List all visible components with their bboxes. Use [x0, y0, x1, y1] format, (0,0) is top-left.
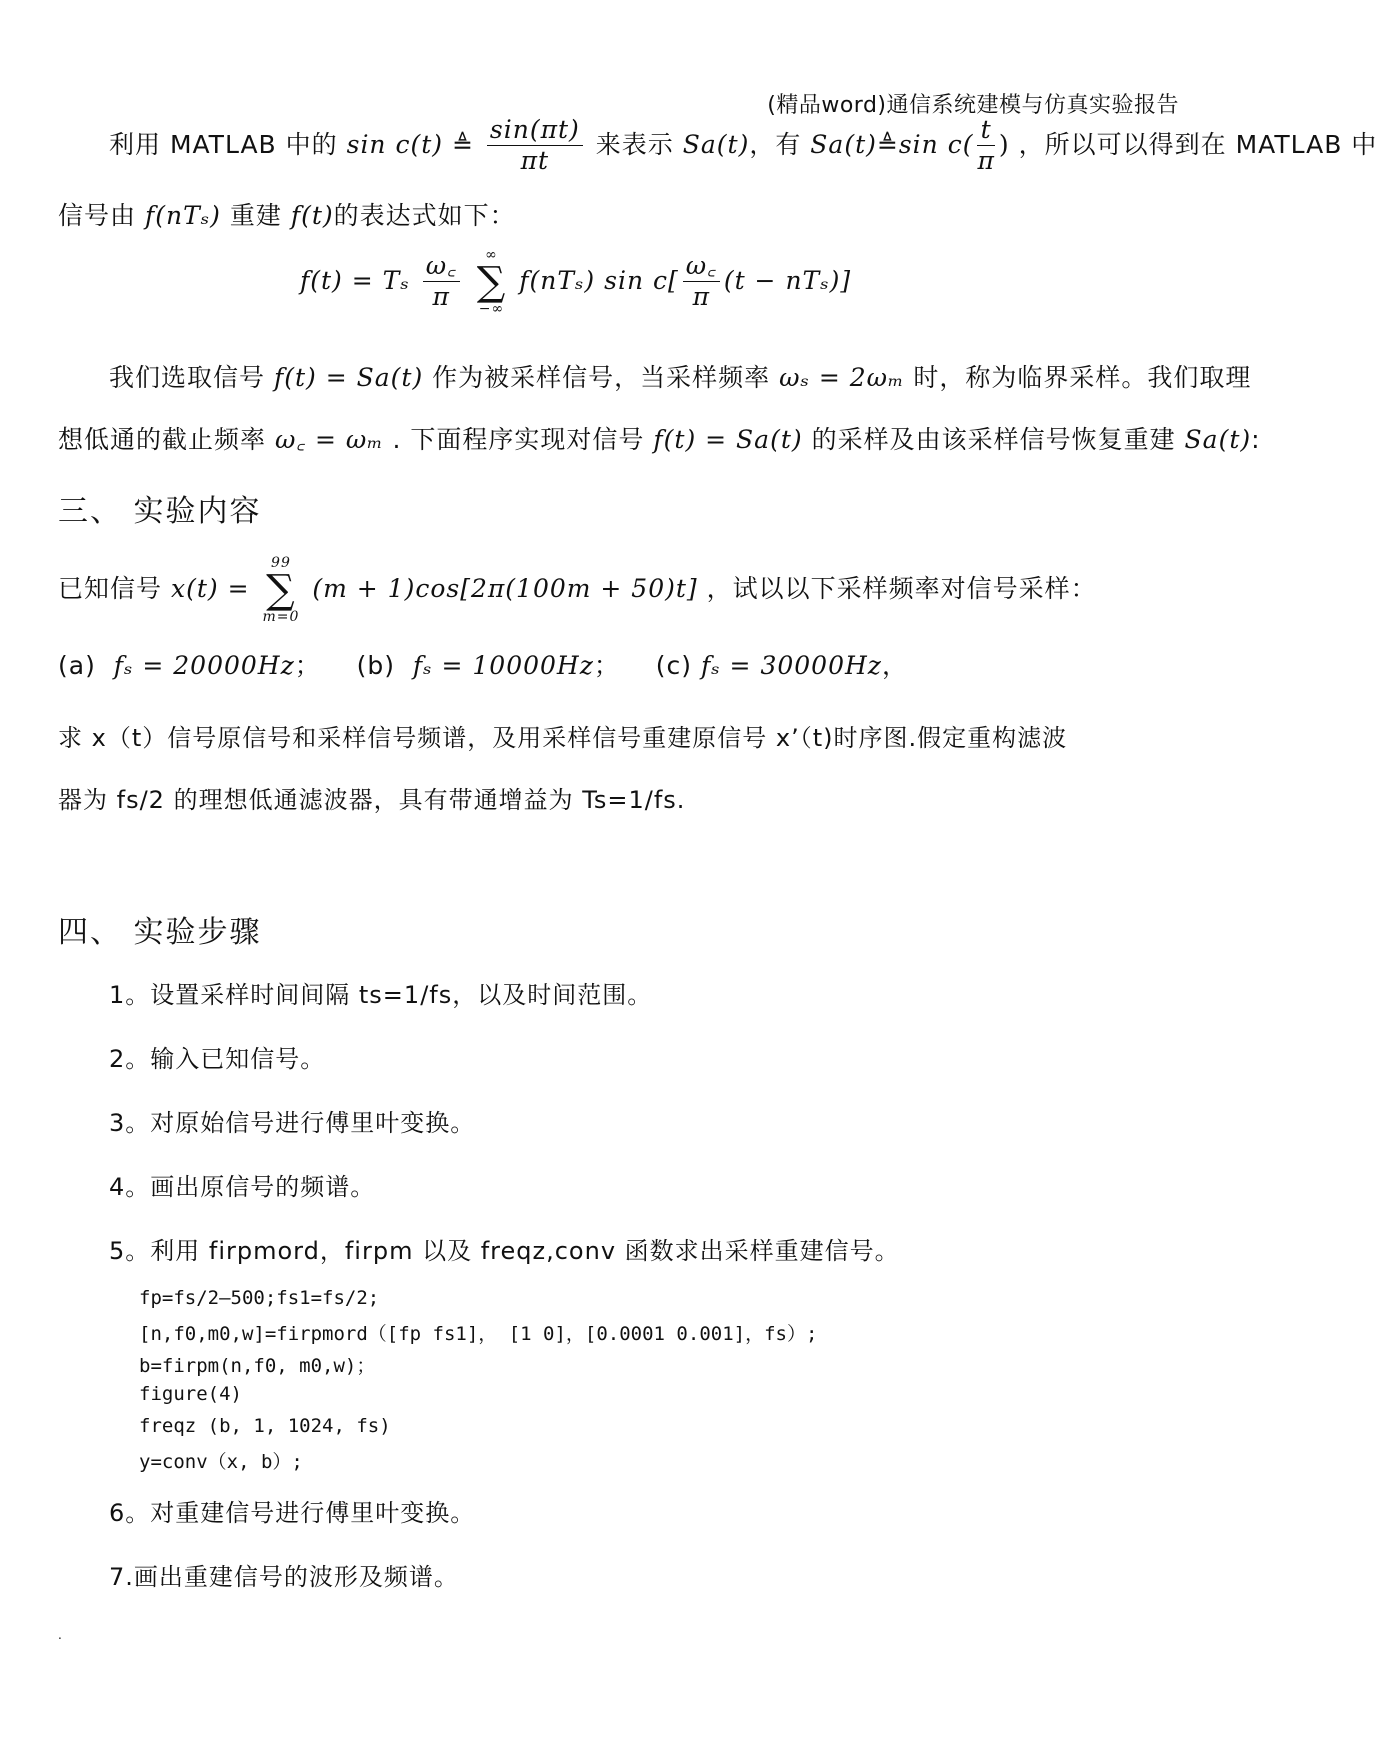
para2-line1	[109, 358, 1251, 394]
summation	[477, 248, 507, 316]
requirement-line2: 器为 fs/2 的理想低通滤波器，具有带通增益为 Ts=1/fs.	[58, 786, 686, 814]
sampling-options	[58, 646, 908, 682]
known-text-b: ，试以以下采样频率对信号采样：	[706, 574, 1097, 603]
para2-line2-b: . 下面程序实现对信号	[392, 425, 645, 454]
para2-line1-b: 作为被采样信号，当采样频率	[432, 363, 771, 392]
omega-c-expr: ω꜀ = ωₘ	[274, 425, 384, 454]
option-c-label: (c)	[655, 651, 692, 680]
para1-text-c: ，有	[749, 129, 802, 159]
sum-lower: −∞	[478, 301, 505, 317]
equals-symbol: =	[227, 574, 250, 603]
para1-line2-a: 信号由	[58, 201, 137, 230]
frac-numerator: sin(πt)	[487, 116, 583, 146]
footer-mark: .	[58, 1628, 62, 1642]
omega-over-pi	[423, 252, 460, 312]
t-over-pi-fraction	[977, 116, 994, 176]
step-4: 4。画出原信号的频谱。	[109, 1173, 376, 1201]
para2-line2-c: 的采样及由该采样信号恢复重建	[811, 425, 1176, 454]
sinc-fraction	[487, 116, 583, 176]
para2-line2-a: 想低通的截止频率	[58, 425, 267, 454]
code-line-5: freqz (b, 1, 1024, fs)	[139, 1415, 391, 1437]
omega-over-pi-2	[683, 252, 720, 312]
sa-expr-2: Sa(t)	[810, 129, 877, 159]
step-7: 7.画出重建信号的波形及频谱。	[109, 1563, 459, 1591]
step-2: 2。输入已知信号。	[109, 1045, 326, 1073]
option-a-value: fₛ = 20000Hz	[113, 651, 295, 680]
formula-body: f(nTₛ) sin c[	[519, 266, 679, 295]
close-paren: )	[998, 129, 1010, 159]
formula-lhs: f(t) = Tₛ	[300, 266, 410, 295]
signal-definition	[58, 556, 1097, 624]
requirement-line1: 求 x（t）信号原信号和采样信号频谱，及用采样信号重建原信号 x’（t)时序图.假定重构滤波	[58, 724, 1068, 752]
separator: ，	[881, 651, 908, 680]
frac-numerator: ω꜀	[423, 252, 460, 282]
sa-expr-3: Sa(t)	[1184, 425, 1252, 454]
code-line-4: figure(4)	[139, 1383, 242, 1405]
frac-denominator: π	[692, 281, 710, 311]
step-6: 6。对重建信号进行傅里叶变换。	[109, 1499, 476, 1527]
separator: ；	[593, 651, 620, 680]
option-b-label: (b)	[356, 651, 395, 680]
sum-lower: m=0	[262, 609, 300, 625]
xt-expr: x(t)	[170, 574, 219, 603]
sinc-expr: sin c(t)	[346, 129, 452, 159]
frac-denominator: πt	[520, 145, 550, 175]
summation-2	[262, 556, 299, 624]
f-equals-sa: f(t) = Sa(t)	[273, 363, 424, 392]
step-3: 3。对原始信号进行傅里叶变换。	[109, 1109, 476, 1137]
f-equals-sa-2: f(t) = Sa(t)	[653, 425, 803, 454]
step-1: 1。设置采样时间间隔 ts=1/fs，以及时间范围。	[109, 981, 653, 1009]
option-b-value: fₛ = 10000Hz	[412, 651, 594, 680]
section3-heading: 三、 实验内容	[58, 494, 262, 529]
para2-line2	[58, 420, 1261, 456]
define-symbol: ≜	[451, 129, 474, 159]
known-text-a: 已知信号	[58, 574, 163, 603]
sa-expr: Sa(t)	[682, 129, 750, 159]
step-5: 5。利用 firpmord，firpm 以及 freqz,conv 函数求出采样重建信号。	[109, 1237, 900, 1265]
separator: ；	[294, 651, 321, 680]
formula-tail: (t − nTₛ)]	[723, 266, 852, 295]
para1-text-d: ，所以可以得到在 MATLAB 中	[1018, 129, 1377, 159]
frac-numerator: t	[977, 116, 994, 146]
option-a-label: (a)	[58, 651, 96, 680]
sum-upper: 99	[271, 555, 291, 571]
para1-text-b: 来表示	[595, 129, 674, 159]
sigma-symbol: ∑	[266, 567, 296, 613]
code-line-1: fp=fs/2—500;fs1=fs/2;	[139, 1287, 380, 1309]
sum-upper: ∞	[485, 247, 498, 263]
option-c-value: fₛ = 30000Hz	[700, 651, 882, 680]
frac-numerator: ω꜀	[683, 252, 720, 282]
code-line-3: b=firpm(n,f0, m0,w)；	[139, 1355, 376, 1377]
para2-line2-d: :	[1251, 425, 1261, 454]
para1-line2	[58, 196, 516, 232]
code-line-6: y=conv（x, b）;	[139, 1451, 303, 1473]
para1-line1	[109, 116, 1377, 176]
page-header: (精品word)通信系统建模与仿真实验报告	[767, 93, 1179, 118]
define-symbol-2: ≜	[876, 129, 899, 159]
para1-line2-c: 的表达式如下：	[333, 201, 516, 230]
reconstruction-formula	[300, 248, 851, 316]
frac-denominator: π	[432, 281, 450, 311]
sinc-expr-2: sin c(	[898, 129, 974, 159]
para2-line1-a: 我们选取信号	[109, 363, 266, 392]
sigma-symbol: ∑	[476, 259, 507, 305]
frac-denominator: π	[977, 145, 995, 175]
omega-s-expr: ωₛ = 2ωₘ	[779, 363, 905, 392]
code-line-2: [n,f0,m0,w]=firpmord（[fp fs1]， [1 0]，[0.0001 0.001]，fs）;	[139, 1323, 818, 1345]
para1-line2-b: 重建	[229, 201, 282, 230]
para2-line1-c: 时，称为临界采样。我们取理	[913, 363, 1252, 392]
section4-heading: 四、 实验步骤	[58, 915, 262, 950]
signal-expr: (m + 1)cos[2π(100m + 50)t]	[312, 574, 698, 603]
para1-text-a: 利用 MATLAB 中的	[109, 129, 338, 159]
ft-expr: f(t)	[290, 201, 334, 230]
fnts-expr: f(nTₛ)	[144, 201, 221, 230]
